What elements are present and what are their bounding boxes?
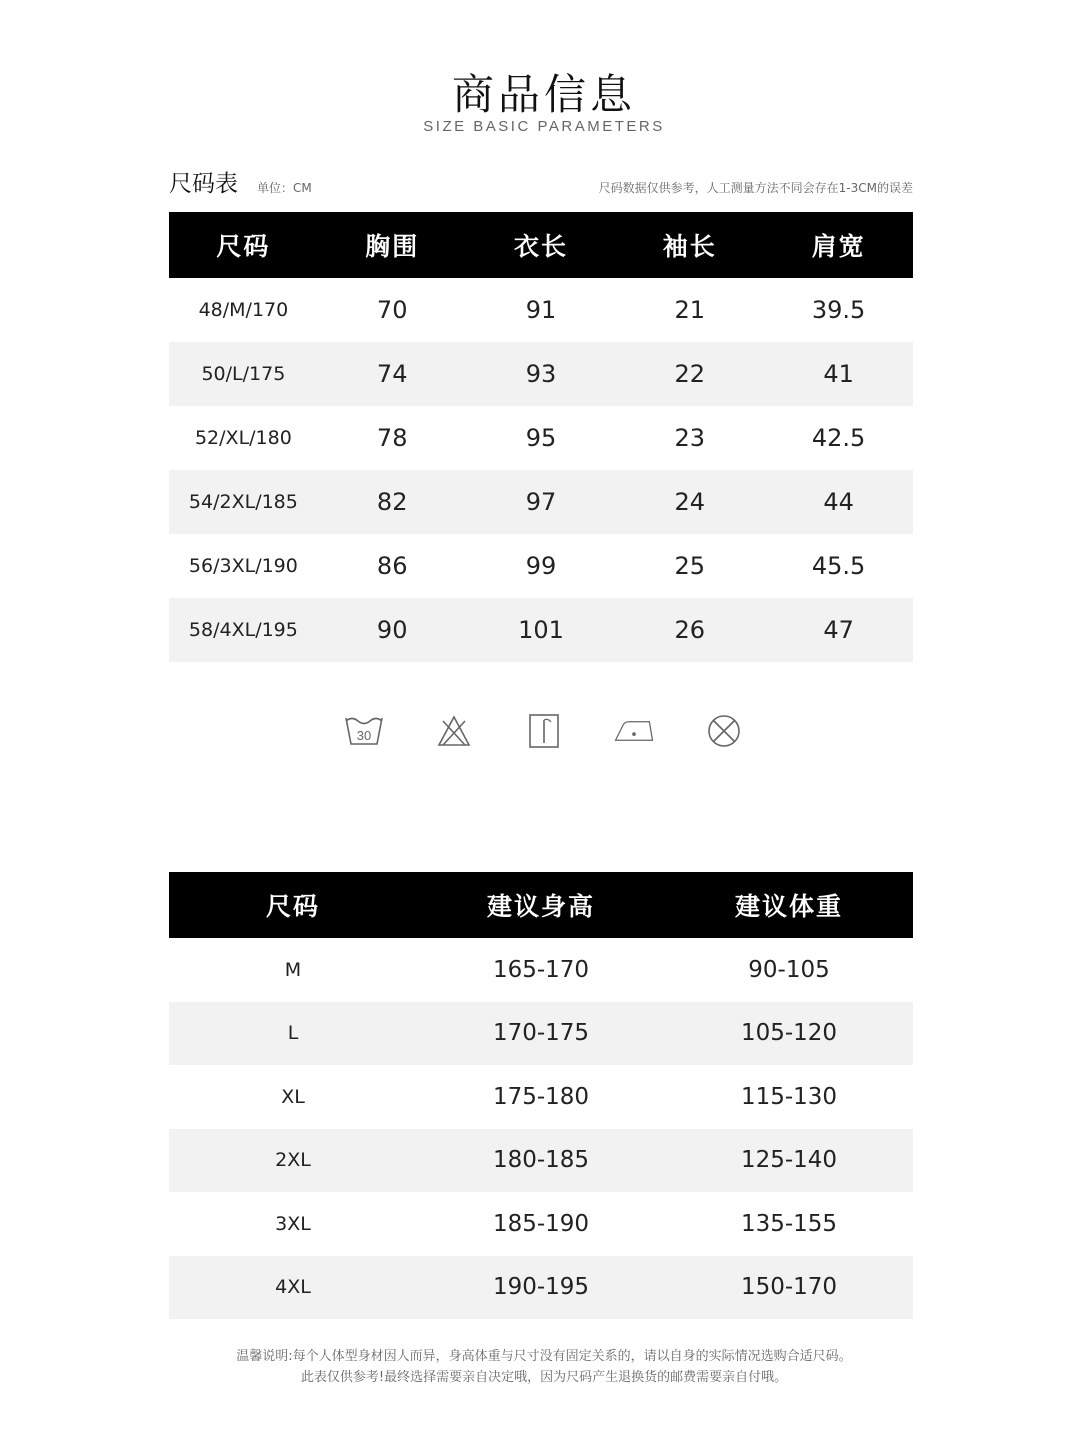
footnote-line: 温馨说明:每个人体型身材因人而异，身高体重与尺寸没有固定关系的，请以自身的实际情况选购合适尺码。 — [236, 1349, 852, 1364]
column-header-shoulder: 肩宽 — [764, 212, 913, 278]
size-chart-caption — [169, 168, 913, 200]
height-cell: 180-185 — [417, 1129, 665, 1193]
height-cell: 185-190 — [492, 1210, 590, 1237]
table-header-row — [169, 212, 913, 278]
length-cell: 93 — [467, 342, 616, 406]
line-dry-icon — [524, 708, 564, 754]
length-cell: 91 — [525, 296, 557, 324]
sleeve-cell: 25 — [674, 552, 706, 580]
size-cell: M — [284, 958, 302, 981]
column-header-length: 衣长 — [467, 212, 616, 278]
chest-cell: 90 — [318, 598, 467, 662]
wash-30-icon — [344, 708, 384, 754]
table-row — [169, 1256, 913, 1320]
shoulder-cell: 47 — [764, 598, 913, 662]
chest-cell: 70 — [376, 296, 408, 324]
size-cell: 48/M/170 — [198, 299, 289, 321]
wash-temperature-label: 30 — [356, 728, 372, 743]
page-title: 商品信息 — [451, 70, 636, 119]
sleeve-cell: 22 — [615, 342, 764, 406]
size-cell: 56/3XL/190 — [188, 555, 298, 577]
shoulder-cell: 44 — [764, 470, 913, 534]
size-cell: 2XL — [169, 1129, 417, 1193]
column-header-weight: 建议体重 — [665, 872, 913, 938]
page-subtitle: SIZE BASIC PARAMETERS — [423, 118, 665, 135]
height-cell: 170-175 — [417, 1002, 665, 1066]
size-cell: 4XL — [169, 1256, 417, 1320]
table-row — [169, 1065, 913, 1129]
sleeve-cell: 21 — [674, 296, 706, 324]
size-chart-note: 尺码数据仅供参考，人工测量方法不同会存在1-3CM的误差 — [598, 181, 913, 195]
chest-cell: 78 — [376, 424, 408, 452]
size-chart-title: 尺码表 — [169, 171, 238, 197]
length-cell: 97 — [467, 470, 616, 534]
chest-cell: 82 — [318, 470, 467, 534]
height-cell: 175-180 — [492, 1083, 590, 1110]
size-chart-table — [169, 212, 913, 662]
weight-cell: 135-155 — [740, 1210, 838, 1237]
table-row — [169, 1192, 913, 1256]
weight-cell: 105-120 — [665, 1002, 913, 1066]
length-cell: 101 — [467, 598, 616, 662]
fit-chart-table — [169, 872, 913, 1319]
size-cell: 50/L/175 — [169, 342, 318, 406]
column-header-sleeve: 袖长 — [615, 212, 764, 278]
weight-cell: 150-170 — [665, 1256, 913, 1320]
column-header-height: 建议身高 — [417, 872, 665, 938]
shoulder-cell: 41 — [764, 342, 913, 406]
weight-cell: 90-105 — [748, 956, 830, 983]
sleeve-cell: 24 — [615, 470, 764, 534]
height-cell: 165-170 — [492, 956, 590, 983]
sleeve-cell: 26 — [615, 598, 764, 662]
no-bleach-icon — [434, 708, 474, 754]
footnote-line: 此表仅供参考!最终选择需要亲自决定哦，因为尺码产生退换货的邮费需要亲自付哦。 — [300, 1370, 788, 1385]
size-cell: 3XL — [275, 1212, 311, 1235]
shoulder-cell: 45.5 — [811, 552, 866, 580]
table-row — [169, 938, 913, 1002]
table-row — [169, 598, 913, 662]
column-header-size: 尺码 — [169, 872, 417, 938]
table-row — [169, 406, 913, 470]
size-cell: L — [169, 1002, 417, 1066]
size-cell: 54/2XL/185 — [169, 470, 318, 534]
column-header-size: 尺码 — [169, 212, 318, 278]
table-row — [169, 342, 913, 406]
column-header-chest: 胸围 — [318, 212, 467, 278]
table-row — [169, 534, 913, 598]
table-row — [169, 1002, 913, 1066]
table-header-row — [169, 872, 913, 938]
iron-low-icon — [614, 708, 654, 754]
no-tumble-dry-icon — [704, 708, 744, 754]
shoulder-cell: 39.5 — [811, 296, 866, 324]
shoulder-cell: 42.5 — [811, 424, 866, 452]
weight-cell: 115-130 — [740, 1083, 838, 1110]
length-cell: 99 — [525, 552, 557, 580]
footnote — [0, 1346, 1088, 1388]
weight-cell: 125-140 — [665, 1129, 913, 1193]
table-row — [169, 278, 913, 342]
size-chart-unit: 单位：CM — [257, 181, 312, 195]
chest-cell: 74 — [318, 342, 467, 406]
size-cell: XL — [281, 1085, 305, 1108]
height-cell: 190-195 — [417, 1256, 665, 1320]
size-cell: 52/XL/180 — [194, 427, 292, 449]
sleeve-cell: 23 — [674, 424, 706, 452]
table-row — [169, 1129, 913, 1193]
care-instructions — [0, 708, 1088, 754]
length-cell: 95 — [525, 424, 557, 452]
table-row — [169, 470, 913, 534]
size-cell: 58/4XL/195 — [169, 598, 318, 662]
chest-cell: 86 — [376, 552, 408, 580]
